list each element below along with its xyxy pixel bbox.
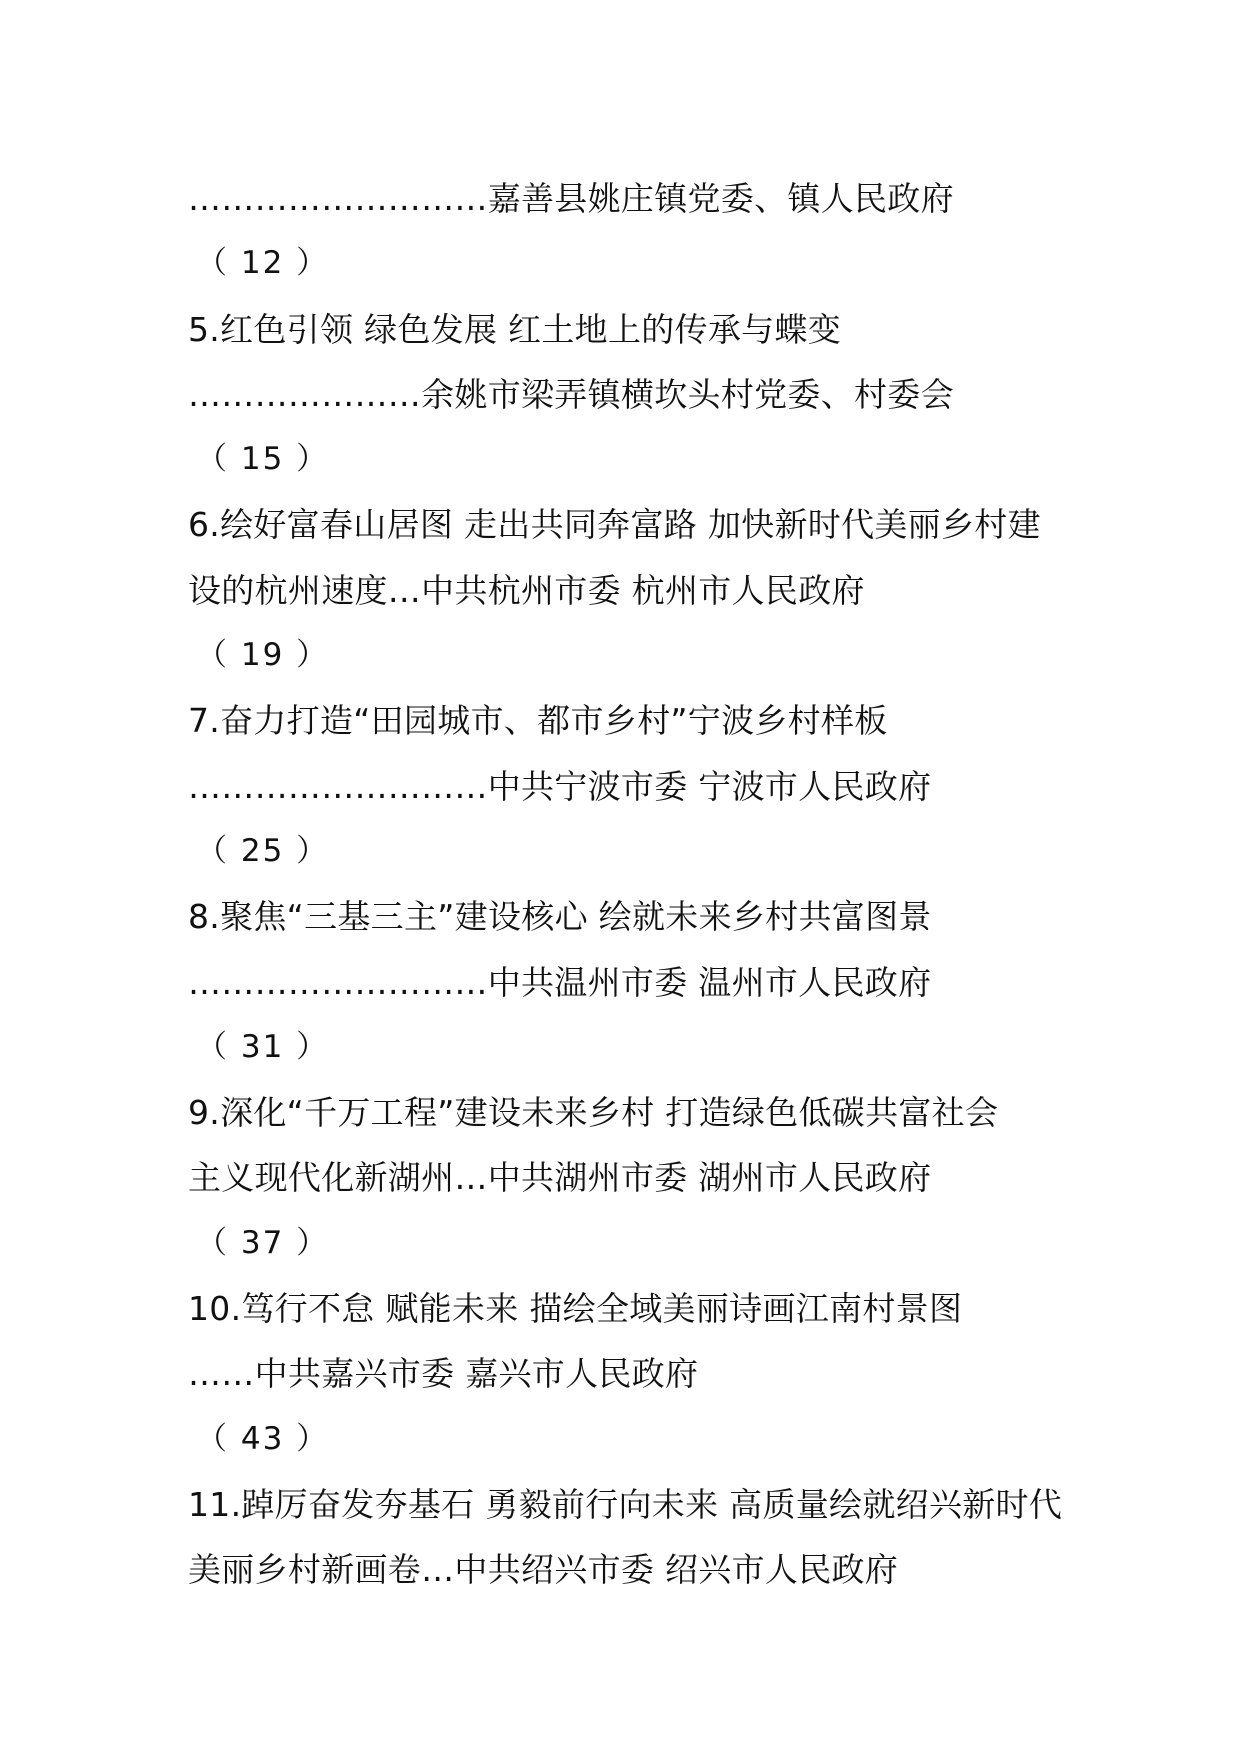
toc-page-number: （ 25 ）	[196, 832, 330, 869]
toc-page-number: （ 19 ）	[196, 637, 330, 674]
toc-entry-title: 5.红色引领 绿色发展 红土地上的传承与蝶变	[188, 309, 842, 349]
toc-entry-title: 8.聚焦“三基三主”建设核心 绘就未来乡村共富图景	[188, 897, 932, 937]
toc-page-number: （ 37 ）	[196, 1224, 330, 1261]
toc-page-number: （ 12 ）	[196, 245, 330, 282]
toc-org-line: ………………………嘉善县姚庄镇党委、镇人民政府	[188, 179, 954, 218]
toc-org-line: ………………………中共宁波市委 宁波市人民政府	[188, 766, 932, 806]
toc-entry-title: 11.踔厉奋发夯基石 勇毅前行向未来 高质量绘就绍兴新时代	[188, 1484, 1063, 1524]
toc-entry-title: 主义现代化新湖州…中共湖州市委 湖州市人民政府	[188, 1158, 932, 1198]
toc-entry-title: 美丽乡村新画卷…中共绍兴市委 绍兴市人民政府	[188, 1550, 899, 1590]
toc-entry-title: 9.深化“千万工程”建设未来乡村 打造绿色低碳共富社会	[188, 1093, 999, 1133]
table-of-contents	[188, 166, 1088, 1603]
toc-entry-title: 10.笃行不怠 赋能未来 描绘全域美丽诗画江南村景图	[188, 1289, 963, 1329]
toc-page-number: （ 15 ）	[196, 441, 330, 478]
toc-org-line: …………………余姚市梁弄镇横坎头村党委、村委会	[188, 374, 954, 414]
toc-entry-title: 7.奋力打造“田园城市、都市乡村”宁波乡村样板	[188, 701, 888, 741]
toc-entry-title: 6.绘好富春山居图 走出共同奔富路 加快新时代美丽乡村建	[188, 505, 1041, 545]
toc-org-line: ………………………中共温州市委 温州市人民政府	[188, 962, 932, 1002]
toc-page-number: （ 31 ）	[196, 1028, 330, 1065]
toc-entry-title: 设的杭州速度…中共杭州市委 杭州市人民政府	[188, 570, 865, 610]
toc-org-line: ……中共嘉兴市委 嘉兴市人民政府	[188, 1354, 699, 1394]
toc-page-number: （ 43 ）	[196, 1420, 330, 1457]
